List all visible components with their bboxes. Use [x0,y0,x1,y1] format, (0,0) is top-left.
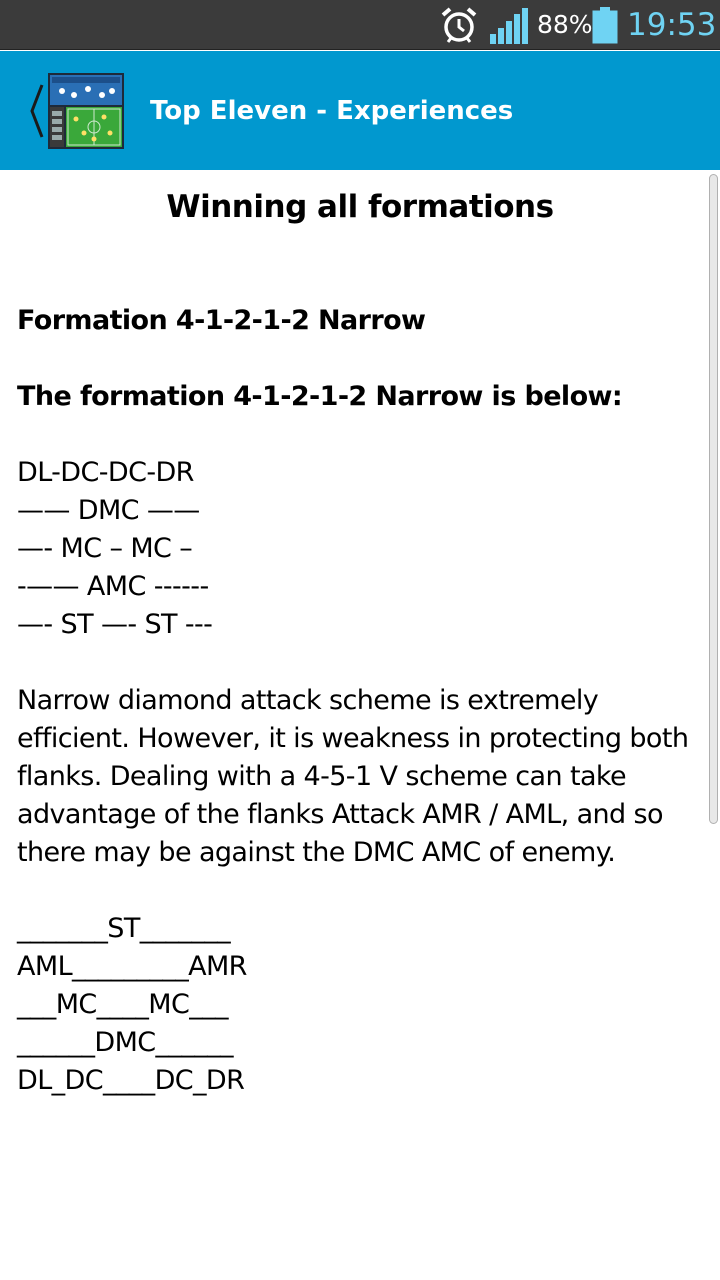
spacer [17,416,702,454]
signal-icon [490,8,530,44]
battery-percentage: 88% [537,10,593,39]
action-bar [0,51,720,170]
formation-line: -—— AMC ------ [17,571,209,602]
intro-line: The formation 4-1-2-1-2 Narrow is below: [17,381,623,412]
diagram-line: AML_________AMR [17,951,247,982]
description-paragraph: Narrow diamond attack scheme is extremely efficient. However, it is weakness in protecting both flanks. Dealing with a 4-5-1 V scheme can take advantage of the flanks Attack AMR / AML, and so there may be against the DMC AMC of enemy. [17,685,689,868]
diagram-line: DL_DC____DC_DR [17,1065,245,1096]
status-clock: 19:53 [627,7,717,43]
app-title: Top Eleven - Experiences [150,96,514,126]
diagram-line: ______DMC______ [17,1027,233,1058]
back-chevron-icon [26,83,46,139]
diagram-line: _______ST_______ [17,913,231,944]
up-navigation-button[interactable] [18,71,130,151]
spacer [17,644,702,682]
status-bar [0,0,720,50]
diagram-line: ___MC____MC___ [17,989,228,1020]
scrollbar[interactable] [709,174,718,824]
section-heading: Formation 4-1-2-1-2 Narrow [17,305,426,336]
formation-line: —- ST —- ST --- [17,609,213,640]
formation-line: —— DMC —— [17,495,200,526]
spacer [17,872,702,910]
article-body [17,302,702,1100]
spacer [17,340,702,378]
battery-icon [592,7,618,44]
formation-line: —- MC – MC – [17,533,193,564]
app-icon [48,73,124,149]
alarm-icon [440,6,478,44]
article-content[interactable] [0,170,720,1280]
article-title: Winning all formations [166,189,554,225]
formation-line: DL-DC-DC-DR [17,457,194,488]
